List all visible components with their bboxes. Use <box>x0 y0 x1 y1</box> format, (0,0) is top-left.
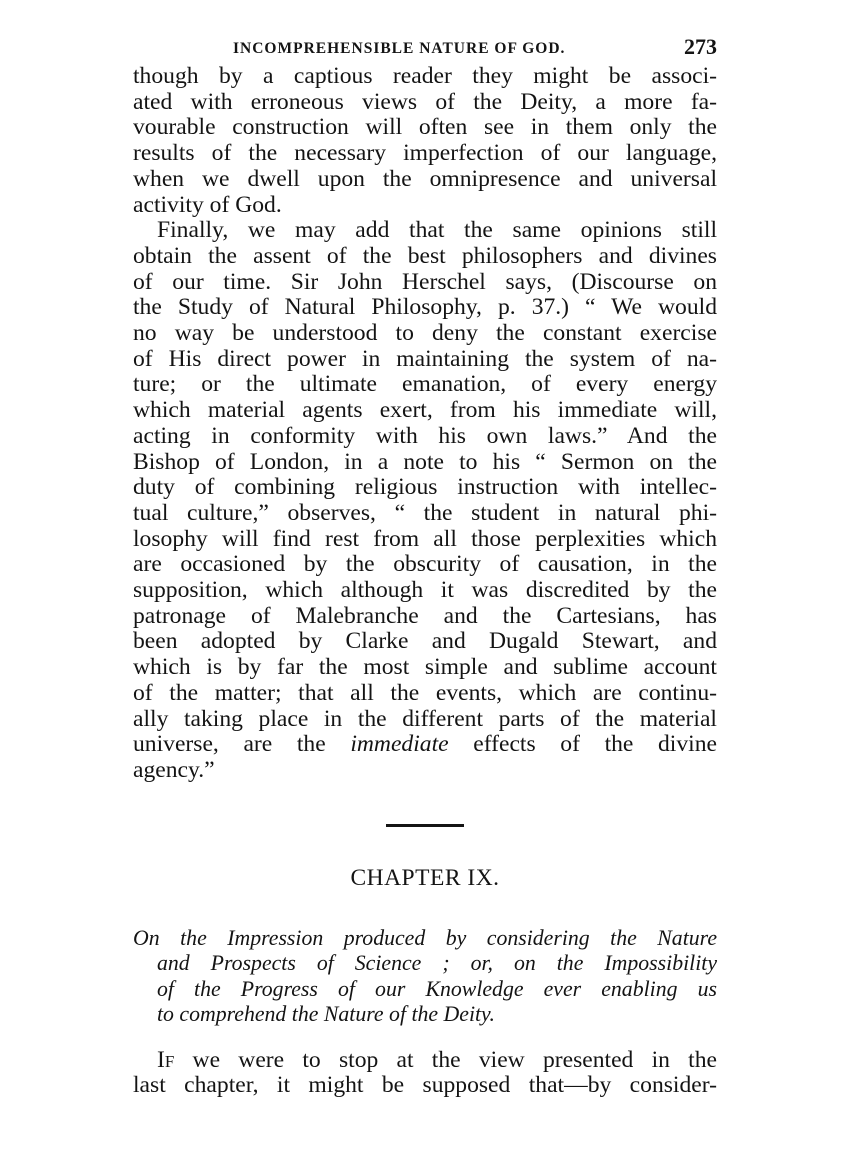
subtitle-line: On the Impression produced by considering the Nature <box>133 925 717 950</box>
text-line: agency.” <box>133 756 215 783</box>
chapter-subtitle <box>133 926 717 1028</box>
subtitle-line: of the Progress of our Knowledge ever enabling us <box>157 976 717 1001</box>
text-fragment: we were to stop at the view presented in the <box>174 1046 717 1073</box>
text-line: ated with erroneous views of the Deity, a more fa- <box>133 88 717 115</box>
text-line: of His direct power in maintaining the system of na- <box>133 345 717 372</box>
page-number: 273 <box>684 34 717 59</box>
text-line: no way be understood to deny the constant exercise <box>133 320 717 347</box>
chapter-heading: CHAPTER IX. <box>350 864 500 891</box>
text-line: which is by far the most simple and sublime account <box>133 654 717 681</box>
chapter-opening-paragraph <box>133 1048 717 1099</box>
text-line: activity of God. <box>133 191 282 218</box>
text-line: of our time. Sir John Herschel says, (Discourse on <box>133 268 717 295</box>
text-line <box>133 1048 717 1074</box>
text-line: vourable construction will often see in them only the <box>133 114 717 141</box>
text-line: results of the necessary imperfection of our language, <box>133 140 717 167</box>
text-fragment: effects of the divine <box>448 731 717 758</box>
text-line-with-emphasis <box>133 732 717 758</box>
text-line: been adopted by Clarke and Dugald Stewart, and <box>133 628 717 655</box>
text-line: of the matter; that all the events, which are continu- <box>133 679 717 706</box>
text-line: last chapter, it might be supposed that—by consider- <box>133 1072 717 1099</box>
section-rule <box>386 824 464 827</box>
text-line: which material agents exert, from his immediate will, <box>133 397 717 424</box>
text-line: though by a captious reader they might be associ- <box>133 63 717 89</box>
book-page <box>133 34 717 1099</box>
running-title: INCOMPREHENSIBLE NATURE OF GOD. <box>233 40 566 57</box>
emphasized-word: immediate <box>350 731 449 758</box>
text-line: acting in conformity with his own laws.” And the <box>133 422 717 449</box>
text-line: are occasioned by the obscurity of causation, in the <box>133 551 717 578</box>
text-line: when we dwell upon the omnipresence and universal <box>133 165 717 192</box>
text-line: ture; or the ultimate emanation, of every energy <box>133 371 717 398</box>
text-line: obtain the assent of the best philosophers and divines <box>133 242 717 269</box>
text-fragment: universe, are the <box>133 731 351 758</box>
subtitle-line: and Prospects of Science ; or, on the Impossibility <box>157 951 717 976</box>
paragraph-herschel <box>133 218 717 783</box>
text-line: ally taking place in the different parts of the material <box>133 705 717 732</box>
subtitle-line: to comprehend the Nature of the Deity. <box>157 1002 495 1027</box>
opening-initial: If <box>157 1046 175 1073</box>
text-line: duty of combining religious instruction with intellec- <box>133 474 717 501</box>
text-line: patronage of Malebranche and the Cartesians, has <box>133 602 717 629</box>
paragraph-continuation <box>133 64 717 218</box>
running-header <box>133 34 717 64</box>
text-line: the Study of Natural Philosophy, p. 37.) “ We would <box>133 294 717 321</box>
text-line: Bishop of London, in a note to his “ Sermon on the <box>133 448 717 475</box>
text-line: losophy will find rest from all those perplexities which <box>133 525 717 552</box>
text-line: Finally, we may add that the same opinions still <box>157 217 717 244</box>
text-line: supposition, which although it was discredited by the <box>133 577 717 604</box>
text-line: tual culture,” observes, “ the student in natural phi- <box>133 499 717 526</box>
